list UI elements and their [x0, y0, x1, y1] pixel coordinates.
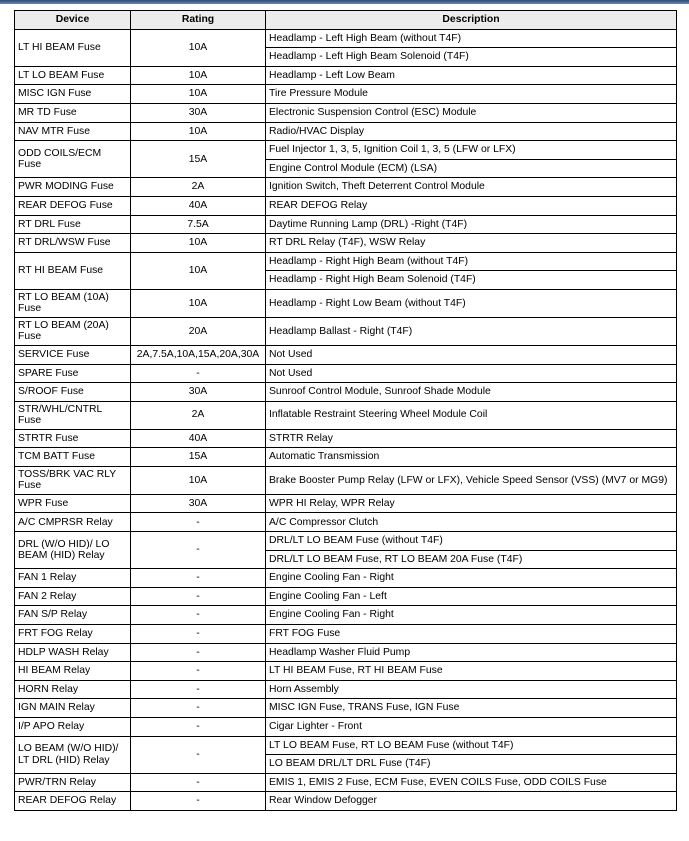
device-cell: FAN 1 Relay — [15, 569, 131, 588]
device-cell: MISC IGN Fuse — [15, 85, 131, 104]
description-cell: LT HI BEAM Fuse, RT HI BEAM Fuse — [266, 662, 677, 681]
device-cell: RT DRL Fuse — [15, 215, 131, 234]
table-row — [15, 606, 677, 625]
rating-cell: 15A — [131, 141, 266, 178]
rating-cell: - — [131, 773, 266, 792]
description-cell: Ignition Switch, Theft Deterrent Control Module — [266, 178, 677, 197]
description-cell: WPR HI Relay, WPR Relay — [266, 494, 677, 513]
rating-cell: 15A — [131, 448, 266, 467]
description-cell: Engine Cooling Fan - Right — [266, 569, 677, 588]
device-cell: SPARE Fuse — [15, 364, 131, 383]
table-row — [15, 662, 677, 681]
rating-cell: 40A — [131, 429, 266, 448]
rating-cell: 2A — [131, 401, 266, 429]
description-cell: Headlamp - Right High Beam Solenoid (T4F) — [266, 271, 677, 290]
device-cell: RT HI BEAM Fuse — [15, 252, 131, 289]
table-row — [15, 141, 677, 160]
description-cell: Brake Booster Pump Relay (LFW or LFX), Vehicle Speed Sensor (VSS) (MV7 or MG9) — [266, 466, 677, 494]
description-cell: REAR DEFOG Relay — [266, 196, 677, 215]
rating-cell: - — [131, 643, 266, 662]
description-cell: Radio/HVAC Display — [266, 122, 677, 141]
device-cell: MR TD Fuse — [15, 103, 131, 122]
device-cell: RT LO BEAM (10A) Fuse — [15, 289, 131, 317]
device-cell: SERVICE Fuse — [15, 345, 131, 364]
device-cell: IGN MAIN Relay — [15, 699, 131, 718]
device-cell: HORN Relay — [15, 680, 131, 699]
table-row — [15, 289, 677, 317]
table-row — [15, 680, 677, 699]
rating-cell: 10A — [131, 85, 266, 104]
rating-cell: - — [131, 587, 266, 606]
table-row — [15, 215, 677, 234]
device-cell: STRTR Fuse — [15, 429, 131, 448]
device-cell: FRT FOG Relay — [15, 625, 131, 644]
table-row — [15, 494, 677, 513]
description-cell: Headlamp - Left Low Beam — [266, 66, 677, 85]
device-cell: RT DRL/WSW Fuse — [15, 234, 131, 253]
description-cell: RT DRL Relay (T4F), WSW Relay — [266, 234, 677, 253]
rating-cell: - — [131, 364, 266, 383]
description-cell: Engine Cooling Fan - Left — [266, 587, 677, 606]
rating-cell: - — [131, 699, 266, 718]
fuse-relay-table — [14, 10, 677, 811]
device-cell: REAR DEFOG Fuse — [15, 196, 131, 215]
table-row — [15, 252, 677, 271]
table-row — [15, 364, 677, 383]
table-body — [15, 29, 677, 810]
rating-cell: - — [131, 792, 266, 811]
description-cell: STRTR Relay — [266, 429, 677, 448]
table-row — [15, 66, 677, 85]
device-cell: S/ROOF Fuse — [15, 383, 131, 402]
device-cell: FAN S/P Relay — [15, 606, 131, 625]
device-cell: LO BEAM (W/O HID)/ LT DRL (HID) Relay — [15, 736, 131, 773]
table-row — [15, 718, 677, 737]
description-cell: Not Used — [266, 364, 677, 383]
window-top-bar — [0, 0, 689, 4]
description-cell: Headlamp - Right Low Beam (without T4F) — [266, 289, 677, 317]
device-cell: A/C CMPRSR Relay — [15, 513, 131, 532]
description-cell: A/C Compressor Clutch — [266, 513, 677, 532]
description-cell: DRL/LT LO BEAM Fuse (without T4F) — [266, 532, 677, 551]
device-cell: PWR/TRN Relay — [15, 773, 131, 792]
rating-cell: 30A — [131, 103, 266, 122]
rating-cell: - — [131, 680, 266, 699]
description-cell: Rear Window Defogger — [266, 792, 677, 811]
description-cell: LO BEAM DRL/LT DRL Fuse (T4F) — [266, 755, 677, 774]
device-cell: ODD COILS/ECM Fuse — [15, 141, 131, 178]
description-cell: Sunroof Control Module, Sunroof Shade Module — [266, 383, 677, 402]
table-row — [15, 345, 677, 364]
device-cell: STR/WHL/CNTRL Fuse — [15, 401, 131, 429]
rating-cell: - — [131, 736, 266, 773]
table-row — [15, 196, 677, 215]
table-row — [15, 466, 677, 494]
description-cell: Automatic Transmission — [266, 448, 677, 467]
rating-cell: - — [131, 569, 266, 588]
description-cell: Headlamp - Left High Beam (without T4F) — [266, 29, 677, 48]
device-cell: HDLP WASH Relay — [15, 643, 131, 662]
description-cell: Headlamp - Left High Beam Solenoid (T4F) — [266, 48, 677, 67]
rating-cell: 30A — [131, 494, 266, 513]
device-cell: REAR DEFOG Relay — [15, 792, 131, 811]
rating-cell: 40A — [131, 196, 266, 215]
description-cell: Daytime Running Lamp (DRL) -Right (T4F) — [266, 215, 677, 234]
device-cell: TCM BATT Fuse — [15, 448, 131, 467]
rating-cell: - — [131, 718, 266, 737]
header-row — [15, 11, 677, 30]
description-cell: Tire Pressure Module — [266, 85, 677, 104]
table-row — [15, 29, 677, 48]
rating-cell: - — [131, 532, 266, 569]
device-cell: PWR MODING Fuse — [15, 178, 131, 197]
table-row — [15, 401, 677, 429]
description-cell: Headlamp - Right High Beam (without T4F) — [266, 252, 677, 271]
table-row — [15, 792, 677, 811]
description-cell: Inflatable Restraint Steering Wheel Module Coil — [266, 401, 677, 429]
description-cell: Headlamp Washer Fluid Pump — [266, 643, 677, 662]
device-cell: DRL (W/O HID)/ LO BEAM (HID) Relay — [15, 532, 131, 569]
table-row — [15, 569, 677, 588]
description-cell: Headlamp Ballast - Right (T4F) — [266, 317, 677, 345]
description-cell: Engine Cooling Fan - Right — [266, 606, 677, 625]
table-row — [15, 317, 677, 345]
description-cell: Engine Control Module (ECM) (LSA) — [266, 159, 677, 178]
description-cell: Not Used — [266, 345, 677, 364]
header-rating: Rating — [131, 11, 266, 30]
device-cell: WPR Fuse — [15, 494, 131, 513]
table-row — [15, 587, 677, 606]
table-row — [15, 383, 677, 402]
description-cell: Cigar Lighter - Front — [266, 718, 677, 737]
table-row — [15, 103, 677, 122]
table-row — [15, 736, 677, 755]
rating-cell: 10A — [131, 234, 266, 253]
device-cell: LT LO BEAM Fuse — [15, 66, 131, 85]
device-cell: TOSS/BRK VAC RLY Fuse — [15, 466, 131, 494]
rating-cell: 7.5A — [131, 215, 266, 234]
device-cell: LT HI BEAM Fuse — [15, 29, 131, 66]
table-row — [15, 625, 677, 644]
rating-cell: - — [131, 513, 266, 532]
rating-cell: 20A — [131, 317, 266, 345]
description-cell: EMIS 1, EMIS 2 Fuse, ECM Fuse, EVEN COILS Fuse, ODD COILS Fuse — [266, 773, 677, 792]
description-cell: LT LO BEAM Fuse, RT LO BEAM Fuse (without T4F) — [266, 736, 677, 755]
header-description: Description — [266, 11, 677, 30]
device-cell: NAV MTR Fuse — [15, 122, 131, 141]
description-cell: DRL/LT LO BEAM Fuse, RT LO BEAM 20A Fuse (T4F) — [266, 550, 677, 569]
rating-cell: 10A — [131, 29, 266, 66]
description-cell: Fuel Injector 1, 3, 5, Ignition Coil 1, 3, 5 (LFW or LFX) — [266, 141, 677, 160]
device-cell: RT LO BEAM (20A) Fuse — [15, 317, 131, 345]
description-cell: MISC IGN Fuse, TRANS Fuse, IGN Fuse — [266, 699, 677, 718]
table-row — [15, 643, 677, 662]
rating-cell: 10A — [131, 289, 266, 317]
table-row — [15, 234, 677, 253]
rating-cell: - — [131, 606, 266, 625]
device-cell: I/P APO Relay — [15, 718, 131, 737]
table-row — [15, 773, 677, 792]
description-cell: FRT FOG Fuse — [266, 625, 677, 644]
table-row — [15, 699, 677, 718]
rating-cell: 2A — [131, 178, 266, 197]
table-row — [15, 513, 677, 532]
table-row — [15, 178, 677, 197]
table-row — [15, 532, 677, 551]
rating-cell: - — [131, 662, 266, 681]
rating-cell: 10A — [131, 66, 266, 85]
rating-cell: 10A — [131, 122, 266, 141]
rating-cell: - — [131, 625, 266, 644]
table-row — [15, 448, 677, 467]
device-cell: FAN 2 Relay — [15, 587, 131, 606]
header-device: Device — [15, 11, 131, 30]
table-row — [15, 122, 677, 141]
table-row — [15, 85, 677, 104]
device-cell: HI BEAM Relay — [15, 662, 131, 681]
table-row — [15, 429, 677, 448]
rating-cell: 30A — [131, 383, 266, 402]
rating-cell: 10A — [131, 252, 266, 289]
rating-cell: 2A,7.5A,10A,15A,20A,30A — [131, 345, 266, 364]
description-cell: Horn Assembly — [266, 680, 677, 699]
description-cell: Electronic Suspension Control (ESC) Module — [266, 103, 677, 122]
rating-cell: 10A — [131, 466, 266, 494]
